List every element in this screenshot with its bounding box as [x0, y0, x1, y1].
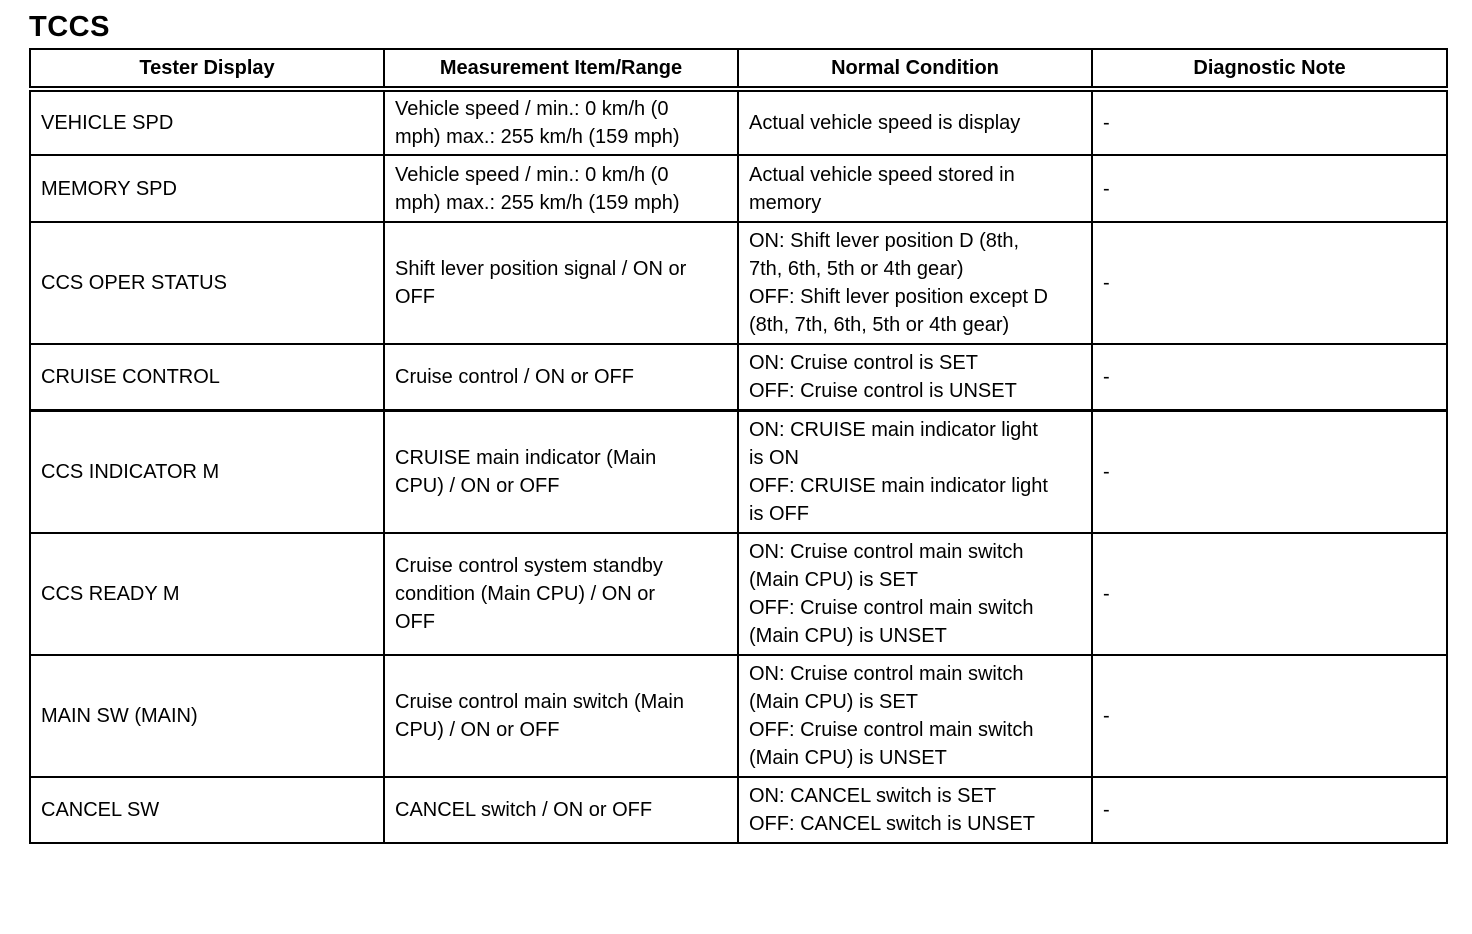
tester-display-cell: MEMORY SPD: [30, 155, 384, 222]
table-row: [30, 155, 1447, 222]
normal-condition-cell: Actual vehicle speed is display: [738, 89, 1092, 155]
normal-condition-cell: ON: Cruise control is SET OFF: Cruise control is UNSET: [738, 344, 1092, 410]
measurement-cell: CRUISE main indicator (Main CPU) / ON or OFF: [384, 410, 738, 533]
table-row: [30, 777, 1447, 843]
tester-display-cell: CANCEL SW: [30, 777, 384, 843]
normal-condition-cell: ON: CRUISE main indicator light is ON OFF: CRUISE main indicator light is OFF: [738, 410, 1092, 533]
normal-condition-cell: ON: Cruise control main switch (Main CPU) is SET OFF: Cruise control main switch (Main CPU) is UNSET: [738, 655, 1092, 777]
normal-condition-cell: ON: Shift lever position D (8th, 7th, 6th, 5th or 4th gear) OFF: Shift lever position except D (8th, 7th, 6th, 5th or 4th gear): [738, 222, 1092, 344]
tester-display-cell: VEHICLE SPD: [30, 89, 384, 155]
measurement-cell: Cruise control / ON or OFF: [384, 344, 738, 410]
measurement-cell: Vehicle speed / min.: 0 km/h (0 mph) max.: 255 km/h (159 mph): [384, 89, 738, 155]
diagnostic-note-cell: -: [1092, 777, 1447, 843]
tester-display-cell: MAIN SW (MAIN): [30, 655, 384, 777]
data-list-table: [29, 48, 1448, 844]
header-measurement-item: Measurement Item/Range: [384, 49, 738, 89]
diagnostic-note-cell: -: [1092, 533, 1447, 655]
normal-condition-cell: ON: CANCEL switch is SET OFF: CANCEL switch is UNSET: [738, 777, 1092, 843]
header-diagnostic-note: Diagnostic Note: [1092, 49, 1447, 89]
page-title: TCCS: [29, 11, 110, 43]
table-row: [30, 533, 1447, 655]
measurement-cell: Shift lever position signal / ON or OFF: [384, 222, 738, 344]
table-row: [30, 410, 1447, 533]
normal-condition-cell: ON: Cruise control main switch (Main CPU) is SET OFF: Cruise control main switch (Main CPU) is UNSET: [738, 533, 1092, 655]
diagnostic-note-cell: -: [1092, 89, 1447, 155]
table-row: [30, 222, 1447, 344]
normal-condition-cell: Actual vehicle speed stored in memory: [738, 155, 1092, 222]
table-row: [30, 655, 1447, 777]
diagnostic-note-cell: -: [1092, 344, 1447, 410]
tester-display-cell: CCS OPER STATUS: [30, 222, 384, 344]
diagnostic-note-cell: -: [1092, 222, 1447, 344]
table-row: [30, 344, 1447, 410]
diagnostic-note-cell: -: [1092, 155, 1447, 222]
measurement-cell: Cruise control system standby condition (Main CPU) / ON or OFF: [384, 533, 738, 655]
measurement-cell: Vehicle speed / min.: 0 km/h (0 mph) max.: 255 km/h (159 mph): [384, 155, 738, 222]
measurement-cell: CANCEL switch / ON or OFF: [384, 777, 738, 843]
measurement-cell: Cruise control main switch (Main CPU) / ON or OFF: [384, 655, 738, 777]
table-header-row: [30, 49, 1447, 89]
header-normal-condition: Normal Condition: [738, 49, 1092, 89]
diagnostic-note-cell: -: [1092, 410, 1447, 533]
header-tester-display: Tester Display: [30, 49, 384, 89]
diagnostic-note-cell: -: [1092, 655, 1447, 777]
tester-display-cell: CCS READY M: [30, 533, 384, 655]
table-row: [30, 89, 1447, 155]
tester-display-cell: CRUISE CONTROL: [30, 344, 384, 410]
tester-display-cell: CCS INDICATOR M: [30, 410, 384, 533]
